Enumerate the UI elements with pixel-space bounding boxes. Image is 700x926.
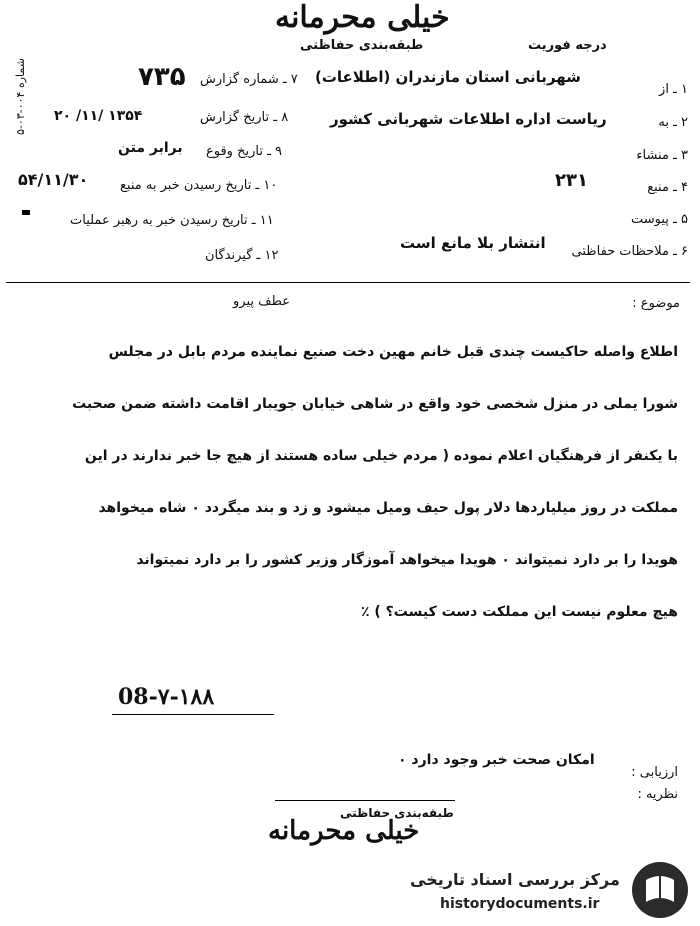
handwritten-reference: 08-۷-۱۸۸: [118, 684, 215, 710]
footer-classification-subtitle: طبقه‌بندی حفاظتی: [340, 806, 454, 820]
field-from: ۱ ـ از: [659, 82, 688, 97]
redaction-mark: [22, 210, 30, 215]
subject-label: موضوع :: [632, 296, 680, 311]
watermark-text-fa: مرکز بررسی اسناد تاریخی: [410, 870, 620, 889]
body-line-5: هویدا را بر دارد نمیتواند ۰ هویدا میخواهد آموزگار وزیر کشور را بر دارد نمیتواند: [136, 552, 678, 568]
body-line-3: با یکنفر از فرهنگیان اعلام نموده ( مردم خیلی ساده هستند از هیچ جا خبر ندارند در این: [84, 448, 678, 464]
field-report-date-value: ۲۰ /۱۱/ ۱۳۵۴: [54, 108, 143, 124]
field-security-notes: ۶ ـ ملاحظات حفاظتی: [571, 244, 688, 259]
footer-divider: [275, 800, 455, 801]
field-source-value: ۲۳۱: [555, 170, 588, 191]
body-line-4: مملکت در روز میلیاردها دلار پول حیف ومیل میشود و زد و بند میگردد ۰ شاه میخواهد: [98, 500, 678, 516]
field-ops-received-date: ۱۱ ـ تاریخ رسیدن خبر به رهبر عملیات: [70, 213, 274, 228]
field-source: ۴ ـ منبع: [647, 180, 688, 195]
opinion-label: نظریه :: [637, 787, 678, 802]
field-origin: ۳ ـ منشاء: [636, 148, 688, 163]
field-report-date: ۸ ـ تاریخ گزارش: [200, 110, 289, 125]
header-divider: [6, 282, 690, 283]
body-line-1: اطلاع واصله حاکیست چندی قبل خانم مهین دخت صنیع نماینده مردم بابل در مجلس: [108, 344, 678, 360]
handwritten-underline: [112, 714, 274, 715]
classification-subtitle: طبقه‌بندی حفاظتی: [300, 38, 424, 53]
priority-label: درجه فوریت: [528, 38, 607, 53]
watermark-logo-icon: [630, 860, 690, 920]
field-report-number: ۷ ـ شماره گزارش: [200, 72, 298, 87]
body-line-2: شورا یملی در منزل شخصی خود واقع در شاهی خیابان جویبار اقامت داشته ضمن صحبت: [72, 396, 678, 412]
field-report-number-value: ۷۳۵: [138, 62, 186, 92]
field-attachment: ۵ ـ پیوست: [631, 212, 688, 227]
assessment-value: امکان صحت خبر وجود دارد ۰: [398, 752, 595, 768]
footer-classification-stamp: خیلی محرمانه: [268, 816, 420, 846]
side-note: شماره ۰۰۴-۰۳-۵: [13, 58, 27, 135]
classification-stamp: خیلی محرمانه: [275, 0, 450, 35]
watermark-text-en: historydocuments.ir: [440, 896, 600, 912]
body-line-6: هیچ معلوم نیست این مملکت دست کیست؟ ) ٪: [360, 604, 678, 620]
field-event-date: ۹ ـ تاریخ وقوع: [206, 144, 283, 159]
field-recipients: ۱۲ ـ گیرندگان: [205, 248, 279, 263]
field-event-date-value: برابر متن: [118, 140, 183, 156]
field-security-notes-value: انتشار بلا مانع است: [400, 234, 546, 252]
field-source-received-date-value: ۵۴/۱۱/۳۰: [18, 170, 89, 189]
org-line-1: شهربانی استان مازندران (اطلاعات): [315, 68, 581, 86]
field-to: ۲ ـ به: [658, 115, 688, 130]
org-line-2: ریاست اداره اطلاعات شهربانی کشور: [330, 110, 607, 128]
field-source-received-date: ۱۰ ـ تاریخ رسیدن خبر به منبع: [120, 178, 278, 193]
assessment-label: ارزیابی :: [631, 765, 678, 780]
subject-reference: عطف پیرو: [233, 294, 291, 309]
